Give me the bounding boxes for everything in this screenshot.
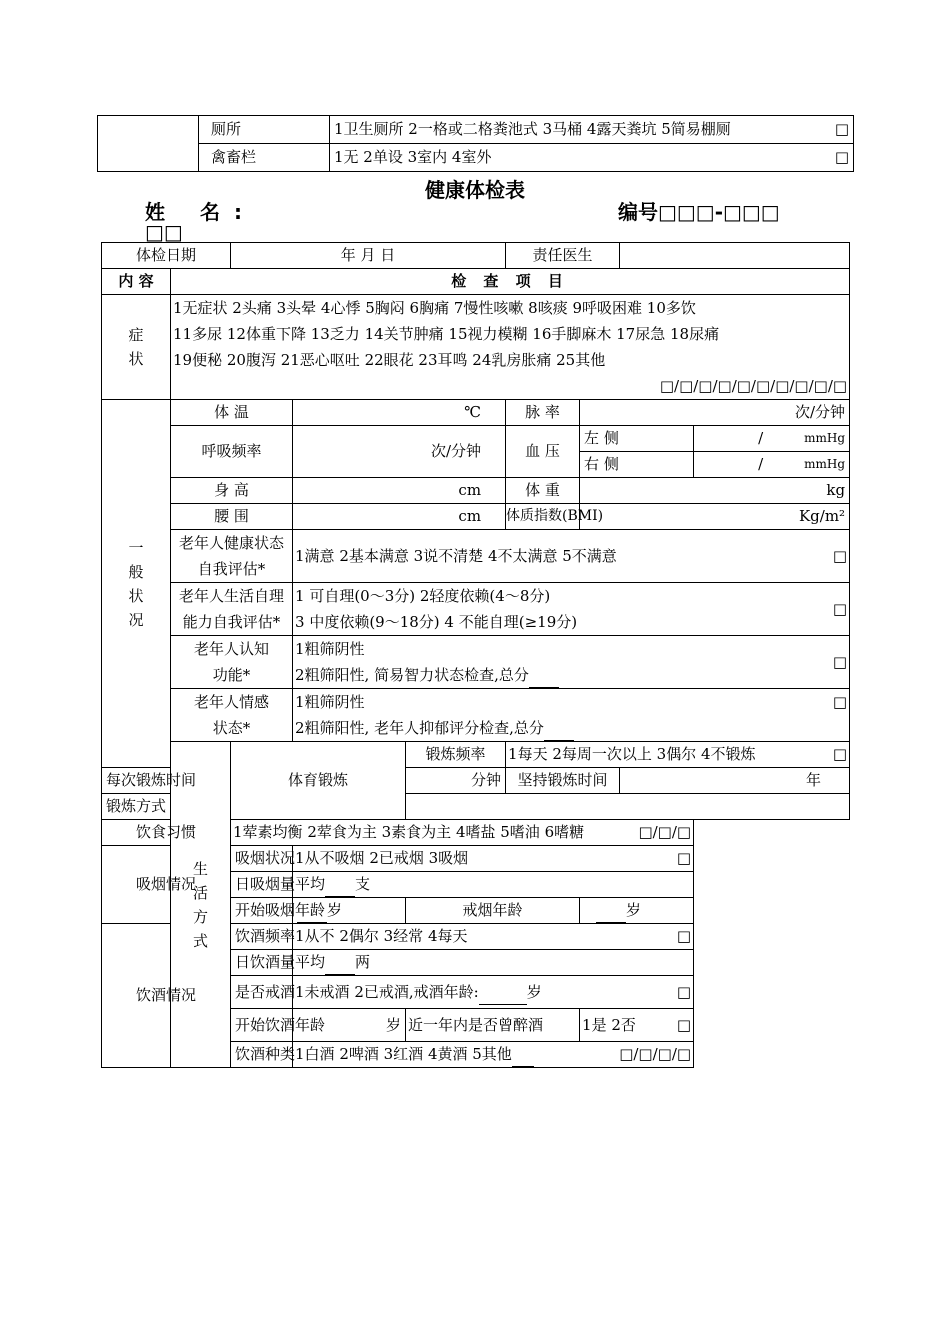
table-row [102, 295, 850, 400]
checkbox[interactable]: □ [676, 1015, 692, 1034]
table-row [102, 504, 850, 530]
lifestyle-section-label: 生活方式 [171, 742, 231, 1068]
pulse-label: 脉 率 [506, 400, 580, 426]
toilet-options: 1卫生厕所 2一格或二格粪池式 3马桶 4露天粪坑 5简易棚厕 □ [330, 116, 854, 144]
checkbox[interactable]: □ [832, 745, 848, 763]
elder-emotion-label: 老年人情感状态* [171, 689, 293, 742]
table-row [102, 820, 850, 846]
drinking-start-label: 开始饮酒年龄 [231, 1009, 293, 1042]
previous-page-table [97, 115, 854, 172]
checkbox[interactable]: □ [832, 653, 848, 671]
smoking-daily-label: 日吸烟量 [231, 872, 293, 898]
elder-health-label: 老年人健康状态自我评估* [171, 530, 293, 583]
pulse-field[interactable]: 次/分钟 [580, 400, 850, 426]
symptoms-checkboxes[interactable]: □/□/□/□/□/□/□/□/□/□ [659, 377, 848, 395]
table-row [102, 924, 850, 950]
smoking-start-field[interactable]: 岁 [293, 898, 406, 924]
respiration-label: 呼吸频率 [171, 426, 293, 478]
table-row [102, 742, 850, 768]
waist-label: 腰 围 [171, 504, 293, 530]
table-row [98, 116, 854, 144]
table-row [102, 846, 850, 872]
drinking-start-field[interactable]: 岁 [293, 1009, 406, 1042]
elder-emotion-options: □ 1粗筛阴性 2粗筛阳性, 老年人抑郁评分检查,总分 [293, 689, 850, 742]
drinking-frequency-label: 饮酒频率 [231, 924, 293, 950]
table-row [102, 269, 850, 295]
elder-cognition-label: 老年人认知功能* [171, 636, 293, 689]
drinking-quit-options: 1未戒酒 2已戒酒,戒酒年龄: 岁 □ [293, 976, 694, 1009]
id-number-continuation: □□ [145, 220, 183, 244]
health-exam-table [101, 242, 850, 1068]
weight-field[interactable]: kg [580, 478, 850, 504]
table-row [102, 478, 850, 504]
toilet-label: 厕所 [199, 116, 330, 144]
smoking-daily-field[interactable]: 平均 支 [293, 872, 694, 898]
table-row [102, 636, 850, 689]
symptoms-section-label: 症状 [102, 295, 171, 400]
drinking-daily-label: 日饮酒量 [231, 950, 293, 976]
livestock-options: 1无 2单设 3室内 4室外 □ [330, 144, 854, 172]
blood-pressure-label: 血 压 [506, 426, 580, 478]
exam-date-field[interactable]: 年 月 日 [231, 243, 506, 269]
smoking-status-label: 吸烟状况 [231, 846, 293, 872]
doctor-label: 责任医生 [506, 243, 620, 269]
smoking-quit-field[interactable]: 岁 [580, 898, 694, 924]
checkbox[interactable]: □ [832, 600, 848, 618]
drunk-label: 近一年内是否曾醉酒 [406, 1009, 580, 1042]
smoking-quit-label: 戒烟年龄 [406, 898, 580, 924]
bmi-label: 体质指数(BMI) [506, 504, 580, 530]
exercise-label: 体育锻炼 [231, 742, 406, 820]
drinking-frequency-options: 1从不 2偶尔 3经常 4每天 □ [293, 924, 694, 950]
drink-type-checkboxes[interactable]: □/□/□/□ [619, 1045, 692, 1063]
doctor-field[interactable] [620, 243, 850, 269]
diet-label: 饮食习惯 [102, 820, 231, 846]
bp-right-field[interactable]: / mmHg [694, 452, 850, 478]
content-header: 内 容 [102, 269, 171, 295]
table-row [102, 426, 850, 452]
table-row [102, 400, 850, 426]
symptoms-options: 1无症状 2头痛 3头晕 4心悸 5胸闷 6胸痛 7慢性咳嗽 8咳痰 9呼吸困难 10多饮 11多尿 12体重下降 13乏力 14关节肿痛 15视力模糊 16手脚麻木 17尿急 18尿痛 19便秘 20腹泻 21恶心呕吐 22眼花 23耳鸣 24乳房胀痛 25其他 □/□/□/□/□/□/□/□/□/□ [171, 295, 850, 400]
exercise-method-field[interactable] [406, 794, 850, 820]
smoking-start-label: 开始吸烟年龄 [231, 898, 293, 924]
exam-date-label: 体检日期 [102, 243, 231, 269]
exercise-time-label: 每次锻炼时间 [102, 768, 171, 794]
elder-selfcare-label: 老年人生活自理能力自我评估* [171, 583, 293, 636]
height-field[interactable]: cm [293, 478, 506, 504]
weight-label: 体 重 [506, 478, 580, 504]
exercise-persist-field[interactable]: 年 [620, 768, 850, 794]
checkbox[interactable]: □ [676, 982, 692, 1001]
smoking-label: 吸烟情况 [102, 846, 231, 924]
drinking-daily-field[interactable]: 平均 两 [293, 950, 694, 976]
elder-cognition-options: □ 1粗筛阴性 2粗筛阳性, 简易智力状态检查,总分 [293, 636, 850, 689]
checkbox[interactable]: □ [832, 693, 848, 711]
diet-checkboxes[interactable]: □/□/□ [638, 823, 692, 841]
temperature-field[interactable]: ℃ [293, 400, 506, 426]
elder-selfcare-options: □ 1 可自理(0～3分) 2轻度依赖(4～8分) 3 中度依赖(9～18分) 4 不能自理(≥19分) [293, 583, 850, 636]
waist-field[interactable]: cm [293, 504, 506, 530]
checkbox[interactable]: □ [676, 849, 692, 867]
temperature-label: 体 温 [171, 400, 293, 426]
checkbox[interactable]: □ [832, 546, 848, 565]
table-row [102, 583, 850, 636]
smoking-status-options: 1从不吸烟 2已戒烟 3吸烟 □ [293, 846, 694, 872]
empty-cell [98, 116, 199, 172]
table-row [102, 530, 850, 583]
checkbox[interactable]: □ [676, 927, 692, 945]
exercise-time-field[interactable]: 分钟 [406, 768, 506, 794]
bmi-field[interactable]: Kg/m² [580, 504, 850, 530]
table-row [102, 689, 850, 742]
items-header: 检 查 项 目 [171, 269, 850, 295]
drunk-options: 1是 2否 □ [580, 1009, 694, 1042]
bp-left-label: 左 侧 [580, 426, 694, 452]
drink-type-label: 饮酒种类 [231, 1042, 293, 1068]
exercise-frequency-options: 1每天 2每周一次以上 3偶尔 4不锻炼 □ [506, 742, 850, 768]
diet-options: 1荤素均衡 2荤食为主 3素食为主 4嗜盐 5嗜油 6嗜糖 □/□/□ [231, 820, 694, 846]
bp-right-label: 右 侧 [580, 452, 694, 478]
elder-health-options: 1满意 2基本满意 3说不清楚 4不太满意 5不满意 □ [293, 530, 850, 583]
exercise-frequency-label: 锻炼频率 [406, 742, 506, 768]
livestock-label: 禽畜栏 [199, 144, 330, 172]
table-row [102, 243, 850, 269]
height-label: 身 高 [171, 478, 293, 504]
drink-type-options: 1白酒 2啤酒 3红酒 4黄酒 5其他 □/□/□/□ [293, 1042, 694, 1068]
drinking-label: 饮酒情况 [102, 924, 231, 1068]
id-number-label: 编号□□□-□□□ [618, 200, 780, 224]
exercise-persist-label: 坚持锻炼时间 [506, 768, 620, 794]
table-row [98, 144, 854, 172]
checkbox[interactable]: □ [834, 148, 849, 166]
drinking-quit-label: 是否戒酒 [231, 976, 293, 1009]
page-title: 健康体检表 [425, 178, 525, 202]
respiration-field[interactable]: 次/分钟 [293, 426, 506, 478]
checkbox[interactable]: □ [834, 120, 849, 138]
general-section-label: 一般状况 [102, 400, 171, 768]
exercise-method-label: 锻炼方式 [102, 794, 171, 820]
bp-left-field[interactable]: / mmHg [694, 426, 850, 452]
name-label: 姓 名: [145, 200, 256, 224]
